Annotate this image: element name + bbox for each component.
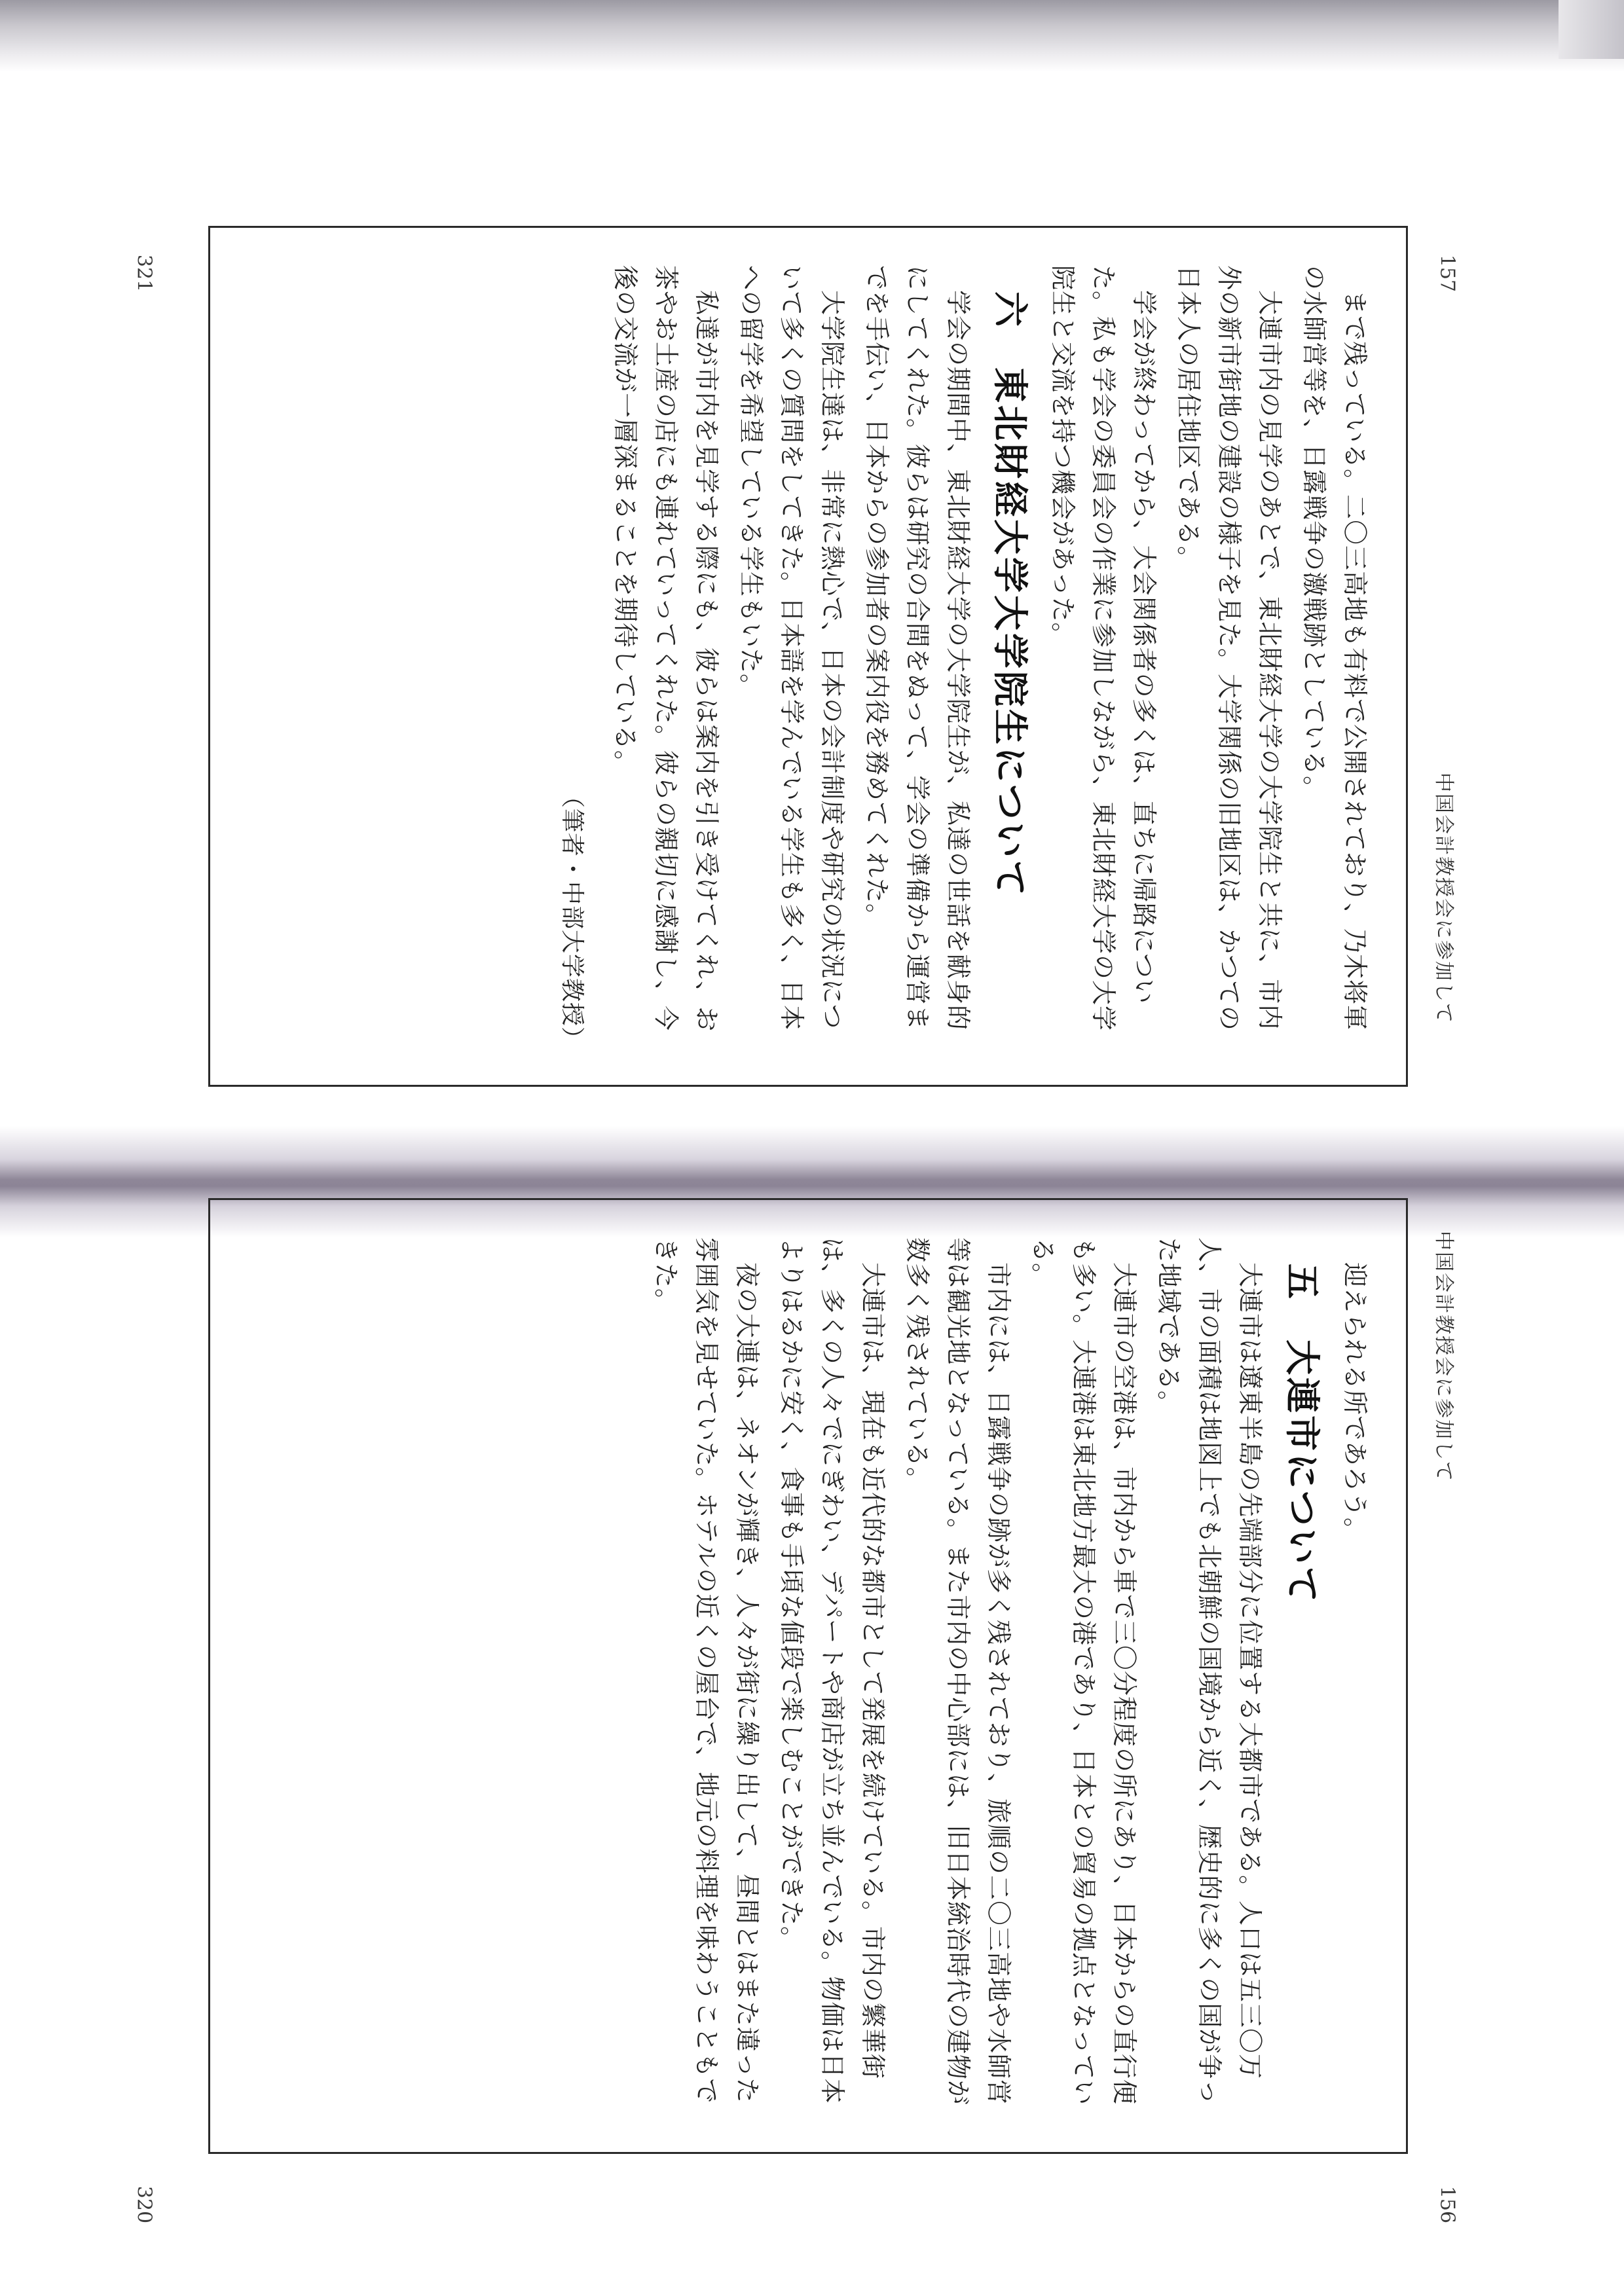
- upper-paragraph-3: 学会が終わってから、大会関係者の多くは、直ちに帰路についた。私も学会の委員会の作業に参加しながら、東北財経大学の大学院生と交流を持つ機会があった。: [1048, 265, 1158, 1032]
- running-header-lower: 中国会計教授会に参加して: [1432, 1231, 1455, 1482]
- upper-section-paragraph-3: 私達が市内を見学する際にも、彼らは案内を引き受けてくれ、お茶やお土産の店にも連れていってくれた。彼らの親切に感謝し、今後の交流が一層深まることを期待している。: [611, 265, 721, 1032]
- lower-section-paragraph-1: 大連市は遼東半島の先端部分に位置する大都市である。人口は五三〇万人、市の面積は地図上でも北朝鮮の国境から近く、歴史的に多くの国が争った地域である。: [1154, 1237, 1264, 2105]
- lower-intro-paragraph: 迎えられる所であろう。: [1340, 1262, 1369, 1544]
- upper-paragraph-1: まで残っている。二〇三高地も有料で公開されており、乃木将軍の水師営等を、日露戦争の激戦跡としている。: [1300, 265, 1369, 1031]
- lower-section-paragraph-3: 市内には、日露戦争の跡が多く残されており、旅順の二〇三高地や水師営等は観光地となっている。また市内の中心部には、旧日本統治時代の建物が数多く残されている。: [903, 1237, 1013, 2106]
- page-number-outer-lower: 320: [132, 2185, 156, 2224]
- scan-fold-corner: [1559, 0, 1624, 59]
- scan-shadow-top: [0, 0, 1624, 72]
- lower-section-paragraph-5: 夜の大連は、ネオンが輝き、人々が街に繰り出して、昼間とはまた違った雰囲気を見せていた。ホテルの近くの屋台で、地元の料理を味わうこともできた。: [652, 1237, 762, 2104]
- page-number-inner-lower: 156: [1435, 2185, 1459, 2224]
- upper-paragraph-2: 大連市内の見学のあとで、東北財経大学の大学院生と共に、市内外の新市街地の建設の様子を見た。大学関係の旧地区は、かつての日本人の居住地区である。: [1174, 265, 1284, 1032]
- upper-section-paragraph-1: 学会の期間中、東北財経大学の大学院生が、私達の世話を献身的にしてくれた。彼らは研究の合間をぬって、学会の準備から運営までを手伝い、日本からの参加者の案内役を務めてくれた。: [862, 265, 972, 1031]
- lower-section-paragraph-2: 大連市の空港は、市内から車で三〇分程度の所にあり、日本からの直行便も多い。大連港は東北地方最大の港であり、日本との貿易の拠点となっている。: [1029, 1237, 1139, 2106]
- lower-page-body: [242, 1224, 1382, 2134]
- page-number-outer-upper: 321: [132, 254, 156, 293]
- running-header-upper: 中国会計教授会に参加して: [1432, 773, 1455, 1024]
- section-heading-six: 六 東北財経大学大学院生について: [989, 291, 1031, 898]
- upper-page-body: [242, 252, 1382, 1064]
- page-number-inner-upper: 157: [1435, 254, 1459, 293]
- section-heading-five: 五 大連市について: [1282, 1264, 1323, 1605]
- lower-section-paragraph-4: 大連市は、現在も近代的な都市として発展を続けている。市内の繁華街は、多くの人々でにぎわい、デパートや商店が立ち並んでいる。物価は日本よりはるかに安く、食事も手頃な値段で楽しむことができた。: [777, 1237, 887, 2104]
- author-note: （筆者・中部大学教授）: [559, 784, 585, 1051]
- upper-section-paragraph-2: 大学院生達は、非常に熱心で、日本の会計制度や研究の状況について多くの質問をしてきた。日本語を学んでいる学生も多く、日本への留学を希望している学生もいた。: [737, 265, 847, 1031]
